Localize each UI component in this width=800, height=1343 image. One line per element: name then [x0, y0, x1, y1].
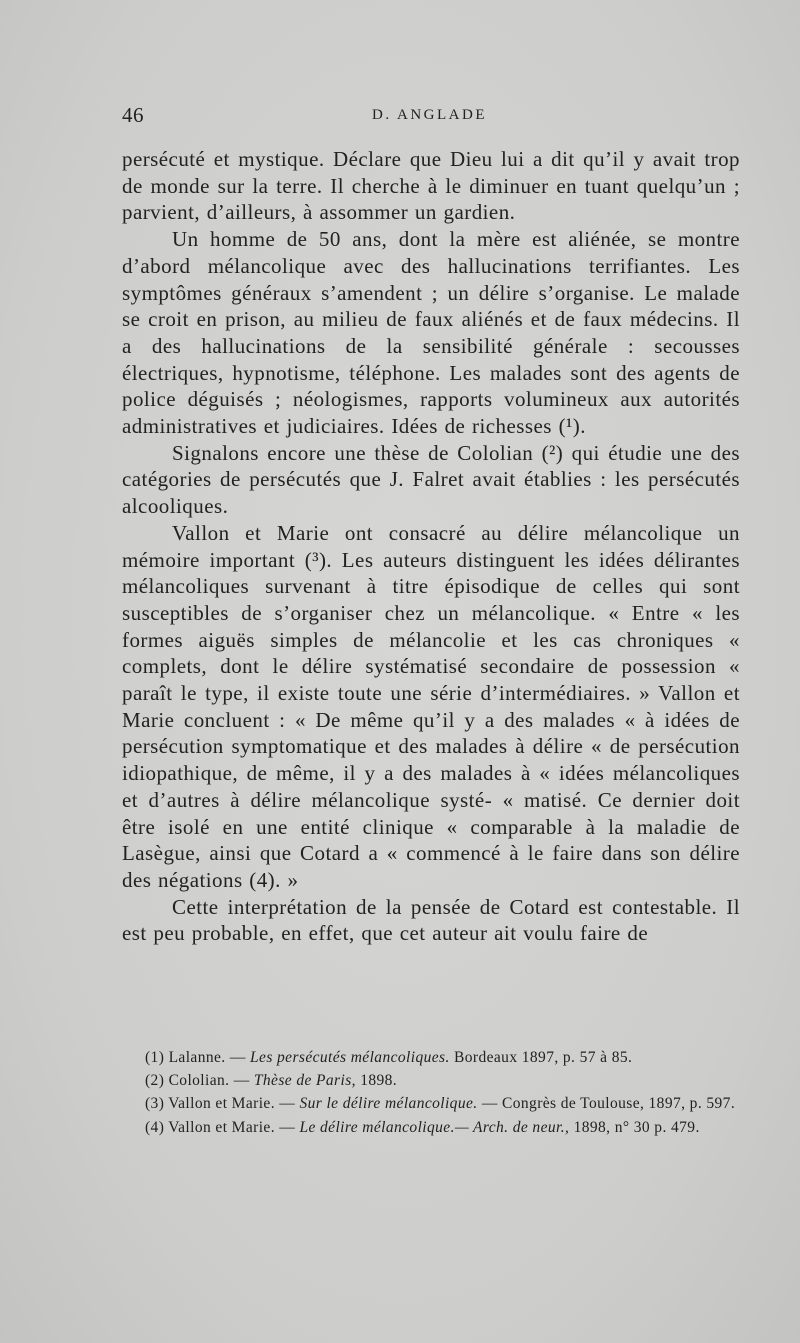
paragraph-4: Vallon et Marie ont consacré au délire mélancolique un mémoire important (³). Les auteurs distinguent les idées délirantes mélancoliques survenant à titre épisodique de celles qui sont susceptibles de s’organiser chez un mélancolique. « Entre « les formes aiguës simples de mélancolie et les cas chroniques « complets, dont le délire systématisé secondaire de possession « paraît le type, il existe toute une série d’intermédiaires. » Vallon et Marie concluent : « De même qu’il y a des malades « à idées de persécution symptomatique et des malades à délire « de persécution idiopathique, de même, il y a des malades à « idées mélancoliques et d’autres à délire mélancolique systé- « matisé. Ce dernier doit être isolé en une entité clinique « comparable à la maladie de Lasègue, ainsi que Cotard a « commencé à le faire dans son délire des négations (4). »: [122, 520, 740, 892]
footnote-rest: — Congrès de Toulouse, 1897, p. 597.: [481, 1095, 736, 1113]
footnote-number: (1): [145, 1049, 165, 1066]
footnote-2: [122, 1069, 740, 1092]
footnote-rest: Bordeaux 1897, p. 57 à 85.: [454, 1049, 633, 1066]
body-text: [122, 146, 740, 947]
paragraph-5: Cette interprétation de la pensée de Cotard est contestable. Il est peu probable, en effet, que cet auteur ait voulu faire de: [122, 894, 740, 946]
footnote-number: (3): [145, 1095, 165, 1113]
footnote-number: (4): [145, 1118, 165, 1136]
footnote-number: (2): [145, 1072, 165, 1090]
footnote-author: Lalanne. —: [168, 1049, 246, 1066]
footnotes: [122, 1046, 740, 1139]
paragraph-1: persécuté et mystique. Déclare que Dieu lui a dit qu’il y avait trop de monde sur la terre. Il cherche à le diminuer en tuant quelqu’un ; parvient, d’ailleurs, à assommer un gardien.: [122, 147, 740, 225]
page-header: [122, 103, 742, 133]
footnote-author: Cololian. —: [168, 1072, 250, 1090]
footnote-author: Vallon et Marie. —: [168, 1095, 296, 1113]
footnote-author: Vallon et Marie. —: [168, 1118, 296, 1136]
footnote-4: [122, 1116, 740, 1139]
footnote-rest: 1898.: [360, 1072, 398, 1090]
footnote-title: Le délire mélancolique.— Arch. de neur.,: [299, 1118, 570, 1136]
paragraph-2: Un homme de 50 ans, dont la mère est aliénée, se montre d’abord mélancolique avec des hallucinations terrifiantes. Les symptômes généraux s’amendent ; un délire s’organise. Le malade se croit en prison, au milieu de faux aliénés et de faux médecins. Il a des hallucinations de la sensibilité générale : secousses électriques, hypnotisme, téléphone. Les malades sont des agents de police déguisés ; néologismes, rapports volumineux aux autorités administratives et judiciaires. Idées de richesses (¹).: [122, 227, 740, 439]
running-head: D. ANGLADE: [372, 107, 487, 123]
footnote-title: Thèse de Paris,: [253, 1072, 356, 1090]
footnote-title: Sur le délire mélancolique.: [299, 1095, 478, 1113]
page-number: 46: [122, 103, 144, 127]
footnote-1: [122, 1046, 740, 1069]
footnote-rest: 1898, n° 30 p. 479.: [573, 1118, 700, 1136]
footnote-title: Les persécutés mélancoliques.: [250, 1049, 450, 1066]
paragraph-3: Signalons encore une thèse de Cololian (²) qui étudie une des catégories de persécutés que J. Falret avait établies : les persécutés alcooliques.: [122, 440, 740, 519]
footnote-3: [122, 1092, 740, 1115]
